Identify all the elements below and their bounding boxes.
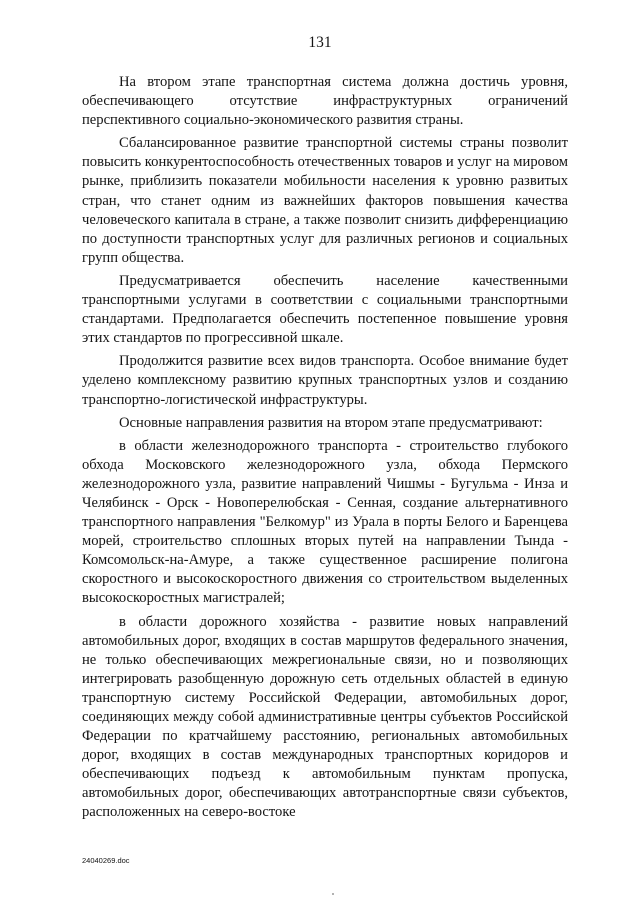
page-number: 131 bbox=[308, 34, 332, 51]
paragraph-1: На втором этапе транспортная система должна достичь уровня, обеспечивающего отсутствие инфраструктурных ограничений перспективного социально-экономического развития страны. bbox=[82, 74, 568, 129]
scan-dot-mark bbox=[332, 893, 334, 895]
footer-filename: 24040269.doc bbox=[82, 856, 130, 865]
paragraph-5: Основные направления развития на втором этапе предусматривают: bbox=[119, 414, 543, 431]
document-body bbox=[82, 73, 568, 823]
paragraph-4: Продолжится развитие всех видов транспорта. Особое внимание будет уделено комплексному развитию крупных транспортных узлов и созданию транспортно-логистической инфраструктуры. bbox=[82, 353, 568, 408]
paragraph-6: в области железнодорожного транспорта - строительство глубокого обхода Московского железнодорожного узла, обхода Пермского железнодорожного узла, развитие направлений Чишмы - Бугульма - Инза и Челябинск - Орск - Новоперелюбская - Сенная, создание альтернативного транспортного направления "Белкомур" из Урала в порты Белого и Баренцева морей, строительство сплошных вторых путей на направлении Тында - Комсомольск-на-Амуре, а также существенное расширение полигона скоростного и высокоскоростного движения со строительством выделенных высокоскоростных магистралей; bbox=[82, 437, 568, 607]
paragraph-2: Сбалансированное развитие транспортной системы страны позволит повысить конкурентоспособность отечественных товаров и услуг на мировом рынке, приблизить показатели мобильности населения к уровню развитых стран, что станет одним из важнейших факторов повышения качества человеческого капитала в стране, а также позволит снизить дифференциацию по доступности транспортных услуг для различных регионов и социальных групп общества. bbox=[82, 135, 568, 266]
paragraph-3: Предусматривается обеспечить население качественными транспортными услугами в соответствии с социальными транспортными стандартами. Предполагается обеспечить постепенное повышение уровня этих стандартов по прогрессивной шкале. bbox=[82, 272, 568, 347]
paragraph-7: в области дорожного хозяйства - развитие новых направлений автомобильных дорог, входящих в состав маршрутов федерального значения, не только обеспечивающих межрегиональные связи, но и позволяющих интегрировать разобщенную дорожную сеть отдельных областей в единую транспортную систему Российской Федерации, автомобильных дорог, соединяющих между собой административные центры субъектов Российской Федерации по кратчайшему расстоянию, региональных автомобильных дорог, входящих в состав международных транспортных коридоров и обеспечивающих подъезд к автомобильным пунктам пропуска, автомобильных дорог, обеспечивающих автотранспортные связи субъектов, расположенных на северо-востоке bbox=[82, 613, 568, 821]
